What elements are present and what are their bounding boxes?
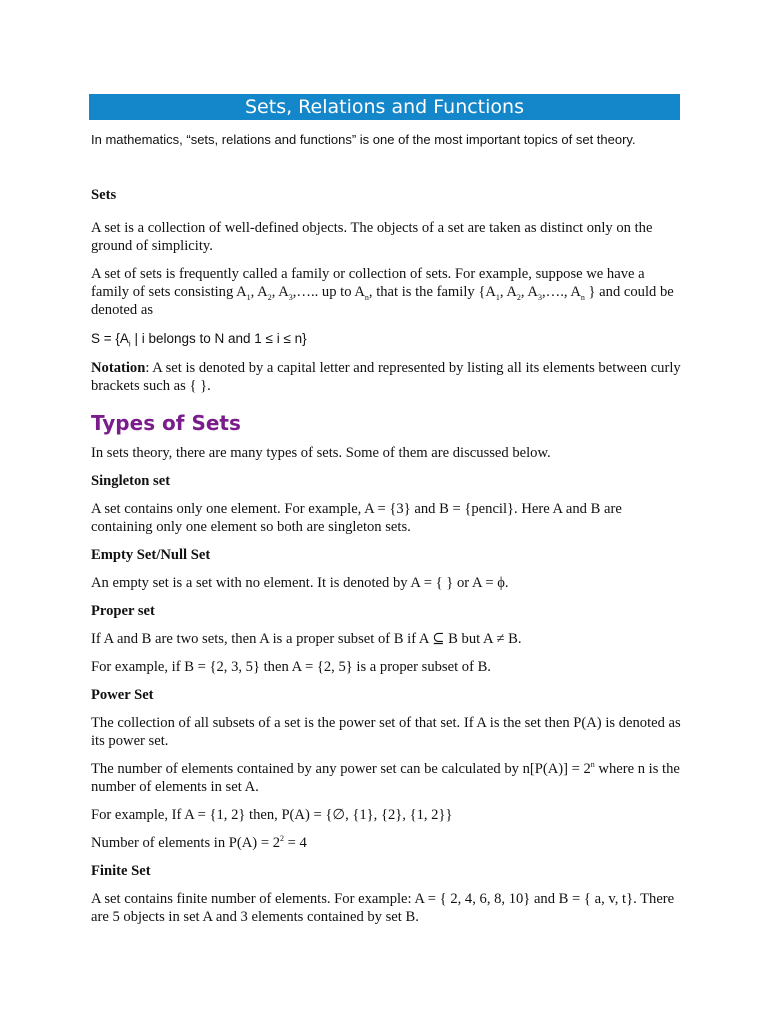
empty-set-heading: Empty Set/Null Set — [91, 547, 211, 563]
notation-label: Notation — [91, 360, 146, 376]
singleton-text: A set contains only one element. For example, A = {3} and B = {pencil}. Here A and B are containing only one element so both are singleton sets. — [91, 501, 622, 535]
proper-set-heading: Proper set — [91, 603, 155, 619]
types-intro: In sets theory, there are many types of sets. Some of them are discussed below. — [91, 445, 551, 461]
proper-set-definition: If A and B are two sets, then A is a proper subset of B if A ⊆ B but A ≠ B. — [91, 631, 522, 647]
types-of-sets-heading: Types of Sets — [91, 411, 241, 435]
notation-paragraph: Notation: A set is denoted by a capital letter and represented by listing all its elements between curly brackets such as { }. — [91, 360, 681, 394]
family-of-sets-paragraph: A set of sets is frequently called a family or collection of sets. For example, suppose we have a family of sets consisting $A_1$, $A_2$, $A_3,\dots$.. up to $A_n$, that is the family {$A_1$, $A_2$, $A_3,\dots$., $A_n$ } and could be denoted as — [91, 266, 674, 318]
finite-set-text: A set contains finite number of elements. For example: A = { 2, 4, 6, 8, 10} and B = { a, v, t}. There are 5 objects in set A and 3 elements contained by set B. — [91, 891, 675, 925]
empty-set-text: An empty set is a set with no element. It is denoted by A = { } or A = ϕ. — [91, 575, 509, 591]
document-body — [91, 130, 681, 926]
finite-set-heading: Finite Set — [91, 863, 151, 879]
set-formula: $S = \{A_i$ | i belongs to N and 1 ≤ i ≤ n} — [91, 331, 307, 349]
sets-definition: A set is a collection of well-defined objects. The objects of a set are taken as distinct only on the ground of simplicity. — [91, 220, 653, 254]
power-set-definition: The collection of all subsets of a set is the power set of that set. If A is the set then P(A) is denoted as its power set. — [91, 715, 681, 749]
power-set-count-paragraph: The number of elements contained by any power set can be calculated by $n[P(A)] = 2^n$ where n is the number of elements in set A. — [91, 760, 680, 795]
power-set-element-count: Number of elements in $P(A) = 2^2 = 4$ — [91, 834, 307, 851]
power-set-example: For example, If A = {1, 2} then, P(A) = {∅, {1}, {2}, {1, 2}} — [91, 807, 453, 823]
singleton-heading: Singleton set — [91, 473, 171, 489]
power-set-heading: Power Set — [91, 687, 154, 703]
intro-paragraph: In mathematics, “sets, relations and functions” is one of the most important topics of set theory. — [91, 132, 636, 147]
title-banner: Sets, Relations and Functions — [89, 94, 680, 120]
proper-set-example: For example, if B = {2, 3, 5} then A = {2, 5} is a proper subset of B. — [91, 659, 491, 675]
sets-heading: Sets — [91, 187, 117, 203]
